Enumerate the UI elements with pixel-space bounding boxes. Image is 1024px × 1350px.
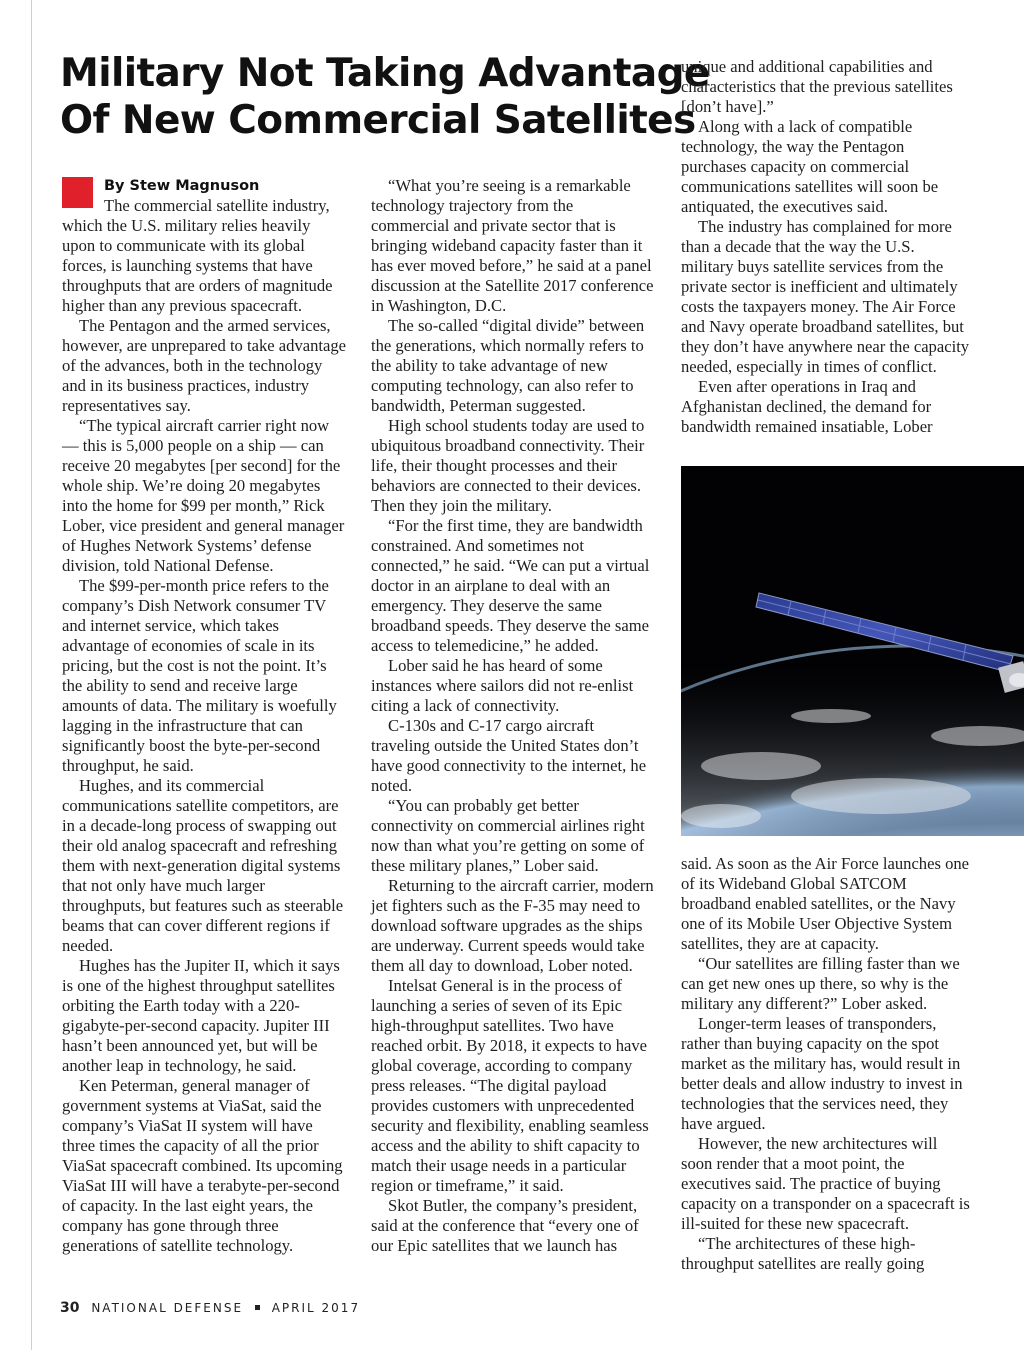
paragraph: The $99-per-month price refers to the company’s Dish Network consumer TV and internet service, which takes advantage of economies of scale in its pricing, but the cost is not the point. It’s the ability to send and receive large amounts of data. The military is woefully lagging in the infrastructure that can significantly boost the byte-per-second throughput, he said. (62, 576, 337, 775)
paragraph: unique and additional capabilities and characteristics that the previous satellites [don’t have].” (681, 57, 953, 116)
paragraph: The Pentagon and the armed services, however, are unprepared to take advantage of the advances, both in the technology and in its business practices, industry representatives say. (62, 316, 347, 415)
paragraph: Intelsat General is in the process of launching a series of seven of its Epic high-throughput satellites. Two have reached orbit. By 2018, it expects to have global coverage, according to company press releases. “The digital payload provides customers with unprecedented security and flexibility, enabling seamless access and the ability to shift capacity to match their usage needs in a particular region or timeframe,” it said. (371, 976, 649, 1195)
paragraph: “For the first time, they are bandwidth constrained. And sometimes not connected,” he said. “We can put a virtual doctor in an airplane to deal with an emergency. They deserve the same broadband speeds. They deserve the same access to telemedicine,” he added. (371, 516, 650, 655)
column-2 (371, 176, 654, 1256)
paragraph: “You can probably get better connectivity on commercial airlines right now than what you’re getting on some of these military planes,” Lober said. (371, 796, 645, 875)
paragraph: The commercial satellite industry, which the U.S. military relies heavily upon to communicate with its global forces, is launching systems that have throughputs that are orders of magnitude higher than any previous spacecraft. (62, 196, 333, 315)
paragraph: High school students today are used to ubiquitous broadband connectivity. Their life, their thought processes and their behaviors are connected to their devices. Then they join the military. (371, 416, 645, 515)
paragraph: said. As soon as the Air Force launches one of its Wideband Global SATCOM broadband enabled satellites, or the Navy one of its Mobile User Objective System satellites, they are at capacity. (681, 854, 970, 953)
paragraph: Returning to the aircraft carrier, modern jet fighters such as the F-35 may need to download software upgrades as the ships are underway. Current speeds would take them all day to download, Lober noted. (371, 876, 654, 975)
paragraph: The industry has complained for more than a decade that the way the U.S. military buys satellite services from the private sector is inefficient and ultimately costs the taxpayers money. The Air Force and Navy operate broadband satellites, but they don’t have anywhere near the capacity needed, especially in times of conflict. (681, 217, 970, 376)
title-line-2: Of New Commercial Satellites (60, 98, 696, 143)
page-footer (60, 1300, 360, 1316)
paragraph: Longer-term leases of transponders, rather than buying capacity on the spot market as the military has, would result in better deals and allow industry to invest in technologies that the services need, they have argued. (681, 1014, 963, 1133)
paragraph: “What you’re seeing is a remarkable technology trajectory from the commercial and private sector that is bringing wideband capacity faster than it has ever moved before,” he said at a panel discussion at the Satellite 2017 conference in Washington, D.C. (371, 176, 654, 315)
paragraph: Hughes, and its commercial communications satellite competitors, are in a decade-long process of swapping out their old analog spacecraft and refreshing them with next-generation digital systems that not only have much larger throughputs, but features such as steerable beams that can cover different regions if needed. (62, 776, 344, 955)
column-3-top (681, 57, 971, 437)
byline: By Stew Magnuson (104, 178, 260, 194)
satellite-photo (681, 466, 1024, 836)
section-marker-square (62, 177, 93, 208)
satellite-over-earth-image (681, 466, 1024, 836)
page-number: 30 (60, 1300, 80, 1316)
paragraph: Lober said he has heard of some instances where sailors did not re-enlist citing a lack of connectivity. (371, 656, 634, 715)
column-3-bottom (681, 854, 971, 1274)
paragraph: “Our satellites are filling faster than we can get new ones up there, so why is the military any different?” Lober asked. (681, 954, 960, 1013)
footer-separator (255, 1305, 260, 1310)
paragraph: C-130s and C-17 cargo aircraft traveling outside the United States don’t have good connectivity to the internet, he noted. (371, 716, 647, 795)
paragraph: Along with a lack of compatible technology, the way the Pentagon purchases capacity on commercial communications satellites will soon be antiquated, the executives said. (681, 117, 939, 216)
article-title (60, 50, 710, 144)
title-line-1: Military Not Taking Advantage (60, 51, 710, 96)
paragraph: Ken Peterman, general manager of government systems at ViaSat, said the company’s ViaSat II system will have three times the capacity of all the prior ViaSat spacecraft combined. Its upcoming ViaSat III will have a terabyte-per-second of capacity. In the last eight years, the company has gone through three generations of satellite technology. (62, 1076, 343, 1255)
paragraph: The so-called “digital divide” between the generations, which normally refers to the ability to take advantage of new computing technology, can also refer to bandwidth, Peterman suggested. (371, 316, 645, 415)
paragraph: Skot Butler, the company’s president, said at the conference that “every one of our Epic satellites that we launch has (371, 1196, 639, 1255)
paragraph: “The architectures of these high-throughput satellites are really going (681, 1234, 925, 1273)
paragraph: However, the new architectures will soon render that a moot point, the executives said. The practice of buying capacity on a transponder on a spacecraft is ill-suited for these new spacecraft. (681, 1134, 970, 1233)
byline-row (62, 176, 347, 196)
issue-date: APRIL 2017 (271, 1301, 361, 1315)
publication-name: NATIONAL DEFENSE (91, 1301, 244, 1315)
column-1 (62, 176, 347, 1256)
paragraph: “The typical aircraft carrier right now — this is 5,000 people on a ship — can receive 20 megabytes [per second] for the whole ship. We’re doing 20 megabytes into the home for $99 per month,” Rick Lober, vice president and general manager of Hughes Network Systems’ defense division, told National Defense. (62, 416, 345, 575)
paragraph: Hughes has the Jupiter II, which it says is one of the highest throughput satellites orbiting the Earth today with a 220-gigabyte-per-second capacity. Jupiter III hasn’t been announced yet, but will be another leap in technology, he said. (62, 956, 340, 1075)
paragraph: Even after operations in Iraq and Afghanistan declined, the demand for bandwidth remained insatiable, Lober (681, 377, 933, 436)
page-margin-rule (31, 0, 32, 1350)
